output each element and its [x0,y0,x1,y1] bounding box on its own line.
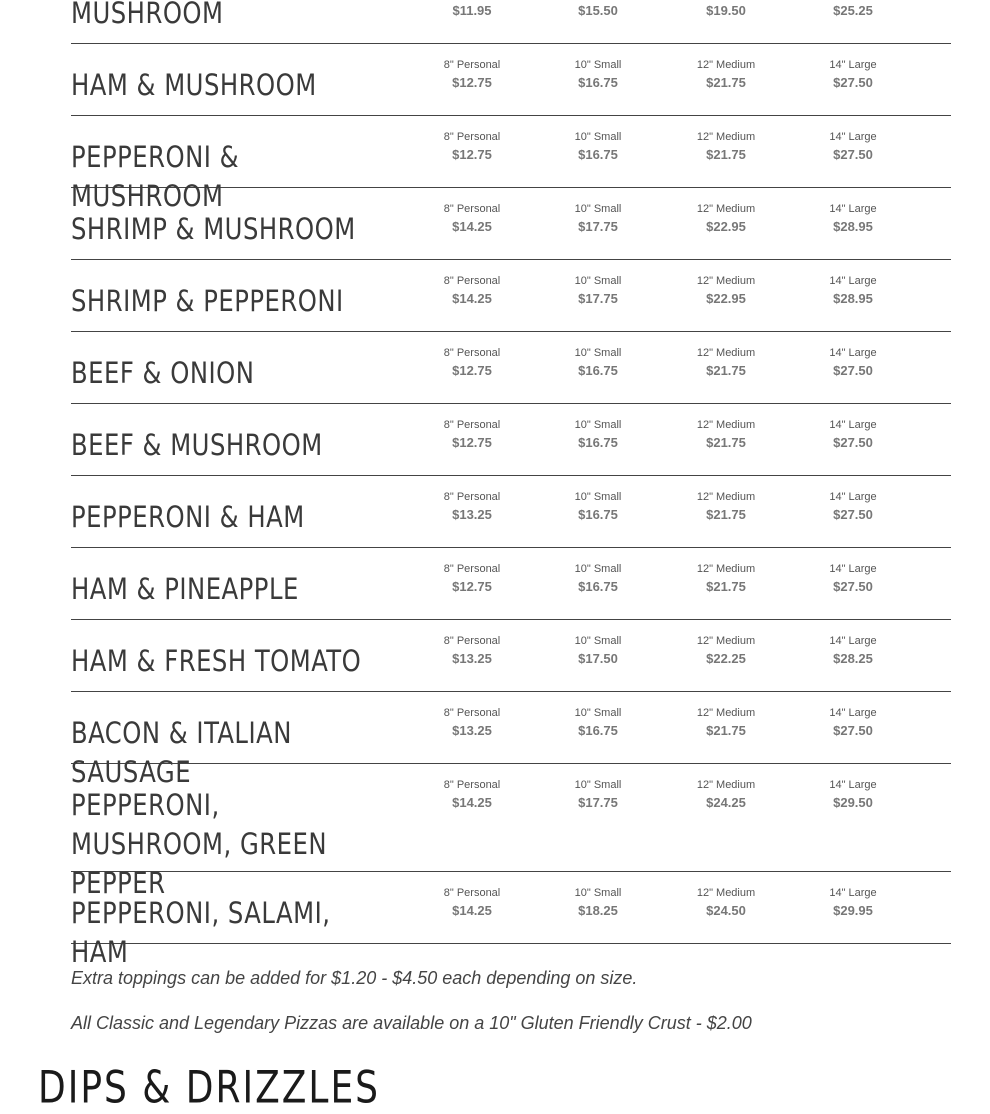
size-label: 12" Medium [696,707,756,719]
menu-item-name: HAM & PINEAPPLE [71,573,299,607]
size-label: 10" Small [574,419,622,431]
menu-item-row [71,188,951,260]
size-label: 10" Small [574,563,622,575]
size-price: $12.75 [452,435,492,450]
size-price: $13.25 [452,507,492,522]
size-price: $21.75 [706,75,746,90]
size-price-column [793,202,913,238]
menu-item-name: SHRIMP & MUSHROOM [71,213,356,247]
size-price-column [666,778,786,814]
menu-item-row [71,620,951,692]
size-price: $12.75 [452,363,492,378]
size-price-column [666,562,786,598]
menu-item-row [71,116,951,214]
size-label: 10" Small [574,275,622,287]
size-price-column [666,346,786,382]
menu-item-row [71,0,951,44]
size-label: 10" Small [574,59,622,71]
size-price-column [793,0,913,22]
menu-item-name: BEEF & MUSHROOM [71,429,323,463]
size-price-column [793,58,913,94]
size-price: $25.25 [833,3,873,18]
size-price-column [666,706,786,742]
size-price-column [793,130,913,166]
size-price: $16.75 [578,75,618,90]
size-price: $22.95 [706,219,746,234]
size-label: 10" Small [574,635,622,647]
size-label: 8" Personal [443,635,501,647]
size-label: 8" Personal [443,563,501,575]
size-price-column [793,886,913,922]
size-price: $16.75 [578,507,618,522]
size-label: 12" Medium [696,563,756,575]
size-price-column [538,562,658,598]
size-price: $14.25 [452,219,492,234]
size-price-column [666,0,786,22]
menu-item-row [71,260,951,332]
size-price: $12.75 [452,75,492,90]
size-price: $12.75 [452,579,492,594]
size-price: $17.75 [578,219,618,234]
section-heading: DIPS & DRIZZLES [38,1062,381,1114]
size-label: 14" Large [829,887,877,899]
size-price: $28.95 [833,291,873,306]
size-price: $29.50 [833,795,873,810]
size-label: 10" Small [574,887,622,899]
size-price-column [793,634,913,670]
size-price-column [538,778,658,814]
size-label: 12" Medium [696,203,756,215]
size-price: $21.75 [706,147,746,162]
size-price-column [412,886,532,922]
size-price: $27.50 [833,363,873,378]
size-price: $15.50 [578,3,618,18]
size-price-column [538,274,658,310]
size-price-column [412,130,532,166]
size-price-column [412,418,532,454]
menu-item-row [71,404,951,476]
size-price: $13.25 [452,723,492,738]
size-label: 14" Large [829,131,877,143]
size-label: 12" Medium [696,347,756,359]
size-price: $29.95 [833,903,873,918]
size-price-column [666,130,786,166]
size-price: $27.50 [833,507,873,522]
size-label: 10" Small [574,347,622,359]
size-price-column [793,274,913,310]
menu-item-row [71,692,951,790]
size-price-column [538,706,658,742]
menu-item-name: BEEF & ONION [71,357,255,391]
menu-item-name: SHRIMP & PEPPERONI [71,285,344,319]
size-price: $22.95 [706,291,746,306]
size-price: $17.75 [578,291,618,306]
size-label: 10" Small [574,131,622,143]
size-price: $14.25 [452,903,492,918]
size-label: 8" Personal [443,347,501,359]
size-price-column [666,490,786,526]
size-label: 12" Medium [696,887,756,899]
size-price-column [793,562,913,598]
size-price: $13.25 [452,651,492,666]
size-price: $16.75 [578,363,618,378]
size-label: 8" Personal [443,203,501,215]
size-label: 8" Personal [443,59,501,71]
size-label: 14" Large [829,635,877,647]
menu-item-row [71,332,951,404]
size-label: 14" Large [829,491,877,503]
size-price: $21.75 [706,435,746,450]
menu-item-name: PEPPERONI & MUSHROOM [71,141,240,214]
size-price: $14.25 [452,291,492,306]
size-price-column [666,886,786,922]
size-price: $19.50 [706,3,746,18]
menu-item-name: BACON & ITALIAN SAUSAGE [71,717,292,790]
menu-item-name: PEPPERONI, SALAMI, HAM [71,897,331,970]
size-price: $12.75 [452,147,492,162]
size-price: $21.75 [706,579,746,594]
size-label: 14" Large [829,707,877,719]
size-label: 8" Personal [443,419,501,431]
menu-item-name: MUSHROOM [71,0,224,31]
size-label: 14" Large [829,59,877,71]
size-label: 14" Large [829,347,877,359]
size-price-column [412,274,532,310]
size-price: $14.25 [452,795,492,810]
size-price-column [412,58,532,94]
size-label: 12" Medium [696,635,756,647]
size-price-column [538,346,658,382]
menu-item-name: PEPPERONI, MUSHROOM, GREEN PEPPER [71,789,327,901]
size-label: 14" Large [829,563,877,575]
size-label: 8" Personal [443,491,501,503]
size-label: 12" Medium [696,275,756,287]
size-price: $28.25 [833,651,873,666]
size-price-column [793,490,913,526]
size-label: 8" Personal [443,779,501,791]
size-price: $27.50 [833,435,873,450]
size-label: 10" Small [574,203,622,215]
menu-item-row [71,764,951,901]
size-price-column [666,418,786,454]
size-price-column [412,562,532,598]
size-label: 12" Medium [696,419,756,431]
size-price: $27.50 [833,723,873,738]
size-price: $17.50 [578,651,618,666]
size-price-column [793,778,913,814]
size-label: 8" Personal [443,275,501,287]
gluten-friendly-note: All Classic and Legendary Pizzas are available on a 10" Gluten Friendly Crust - $2.00 [71,1013,752,1033]
menu-item-row [71,476,951,548]
size-price-column [793,706,913,742]
size-label: 14" Large [829,203,877,215]
size-price-column [412,0,532,22]
size-price: $16.75 [578,579,618,594]
size-price-column [793,346,913,382]
menu-item-name: PEPPERONI & HAM [71,501,305,535]
menu-item-row [71,872,951,970]
size-price-column [666,202,786,238]
size-price-column [412,634,532,670]
size-label: 14" Large [829,779,877,791]
size-price: $16.75 [578,147,618,162]
size-price: $17.75 [578,795,618,810]
size-price: $18.25 [578,903,618,918]
size-label: 8" Personal [443,887,501,899]
menu-item-name: HAM & FRESH TOMATO [71,645,362,679]
size-price-column [666,274,786,310]
size-price-column [538,58,658,94]
size-price-column [666,634,786,670]
size-label: 12" Medium [696,59,756,71]
size-price-column [538,634,658,670]
size-label: 10" Small [574,491,622,503]
size-price-column [412,490,532,526]
size-price-column [538,202,658,238]
size-price-column [538,0,658,22]
size-label: 10" Small [574,779,622,791]
menu-item-name: HAM & MUSHROOM [71,69,317,103]
size-price-column [412,346,532,382]
size-price-column [538,490,658,526]
size-label: 14" Large [829,275,877,287]
size-price-column [538,418,658,454]
size-label: 12" Medium [696,779,756,791]
size-label: 12" Medium [696,491,756,503]
size-price-column [538,886,658,922]
size-price: $27.50 [833,75,873,90]
size-price-column [412,706,532,742]
size-price: $22.25 [706,651,746,666]
size-label: 10" Small [574,707,622,719]
size-price: $21.75 [706,363,746,378]
size-price: $21.75 [706,507,746,522]
menu-item-row [71,548,951,620]
size-price: $27.50 [833,579,873,594]
size-price: $24.50 [706,903,746,918]
size-price: $24.25 [706,795,746,810]
size-price-column [793,418,913,454]
extra-toppings-note: Extra toppings can be added for $1.20 - $4.50 each depending on size. [71,968,638,988]
size-price: $27.50 [833,147,873,162]
size-price-column [666,58,786,94]
size-label: 12" Medium [696,131,756,143]
size-price: $21.75 [706,723,746,738]
size-label: 14" Large [829,419,877,431]
size-price: $11.95 [452,3,492,18]
size-price-column [412,202,532,238]
size-label: 8" Personal [443,707,501,719]
menu-item-row [71,44,951,116]
size-price: $28.95 [833,219,873,234]
size-price: $16.75 [578,723,618,738]
size-label: 8" Personal [443,131,501,143]
size-price-column [538,130,658,166]
size-price: $16.75 [578,435,618,450]
size-price-column [412,778,532,814]
